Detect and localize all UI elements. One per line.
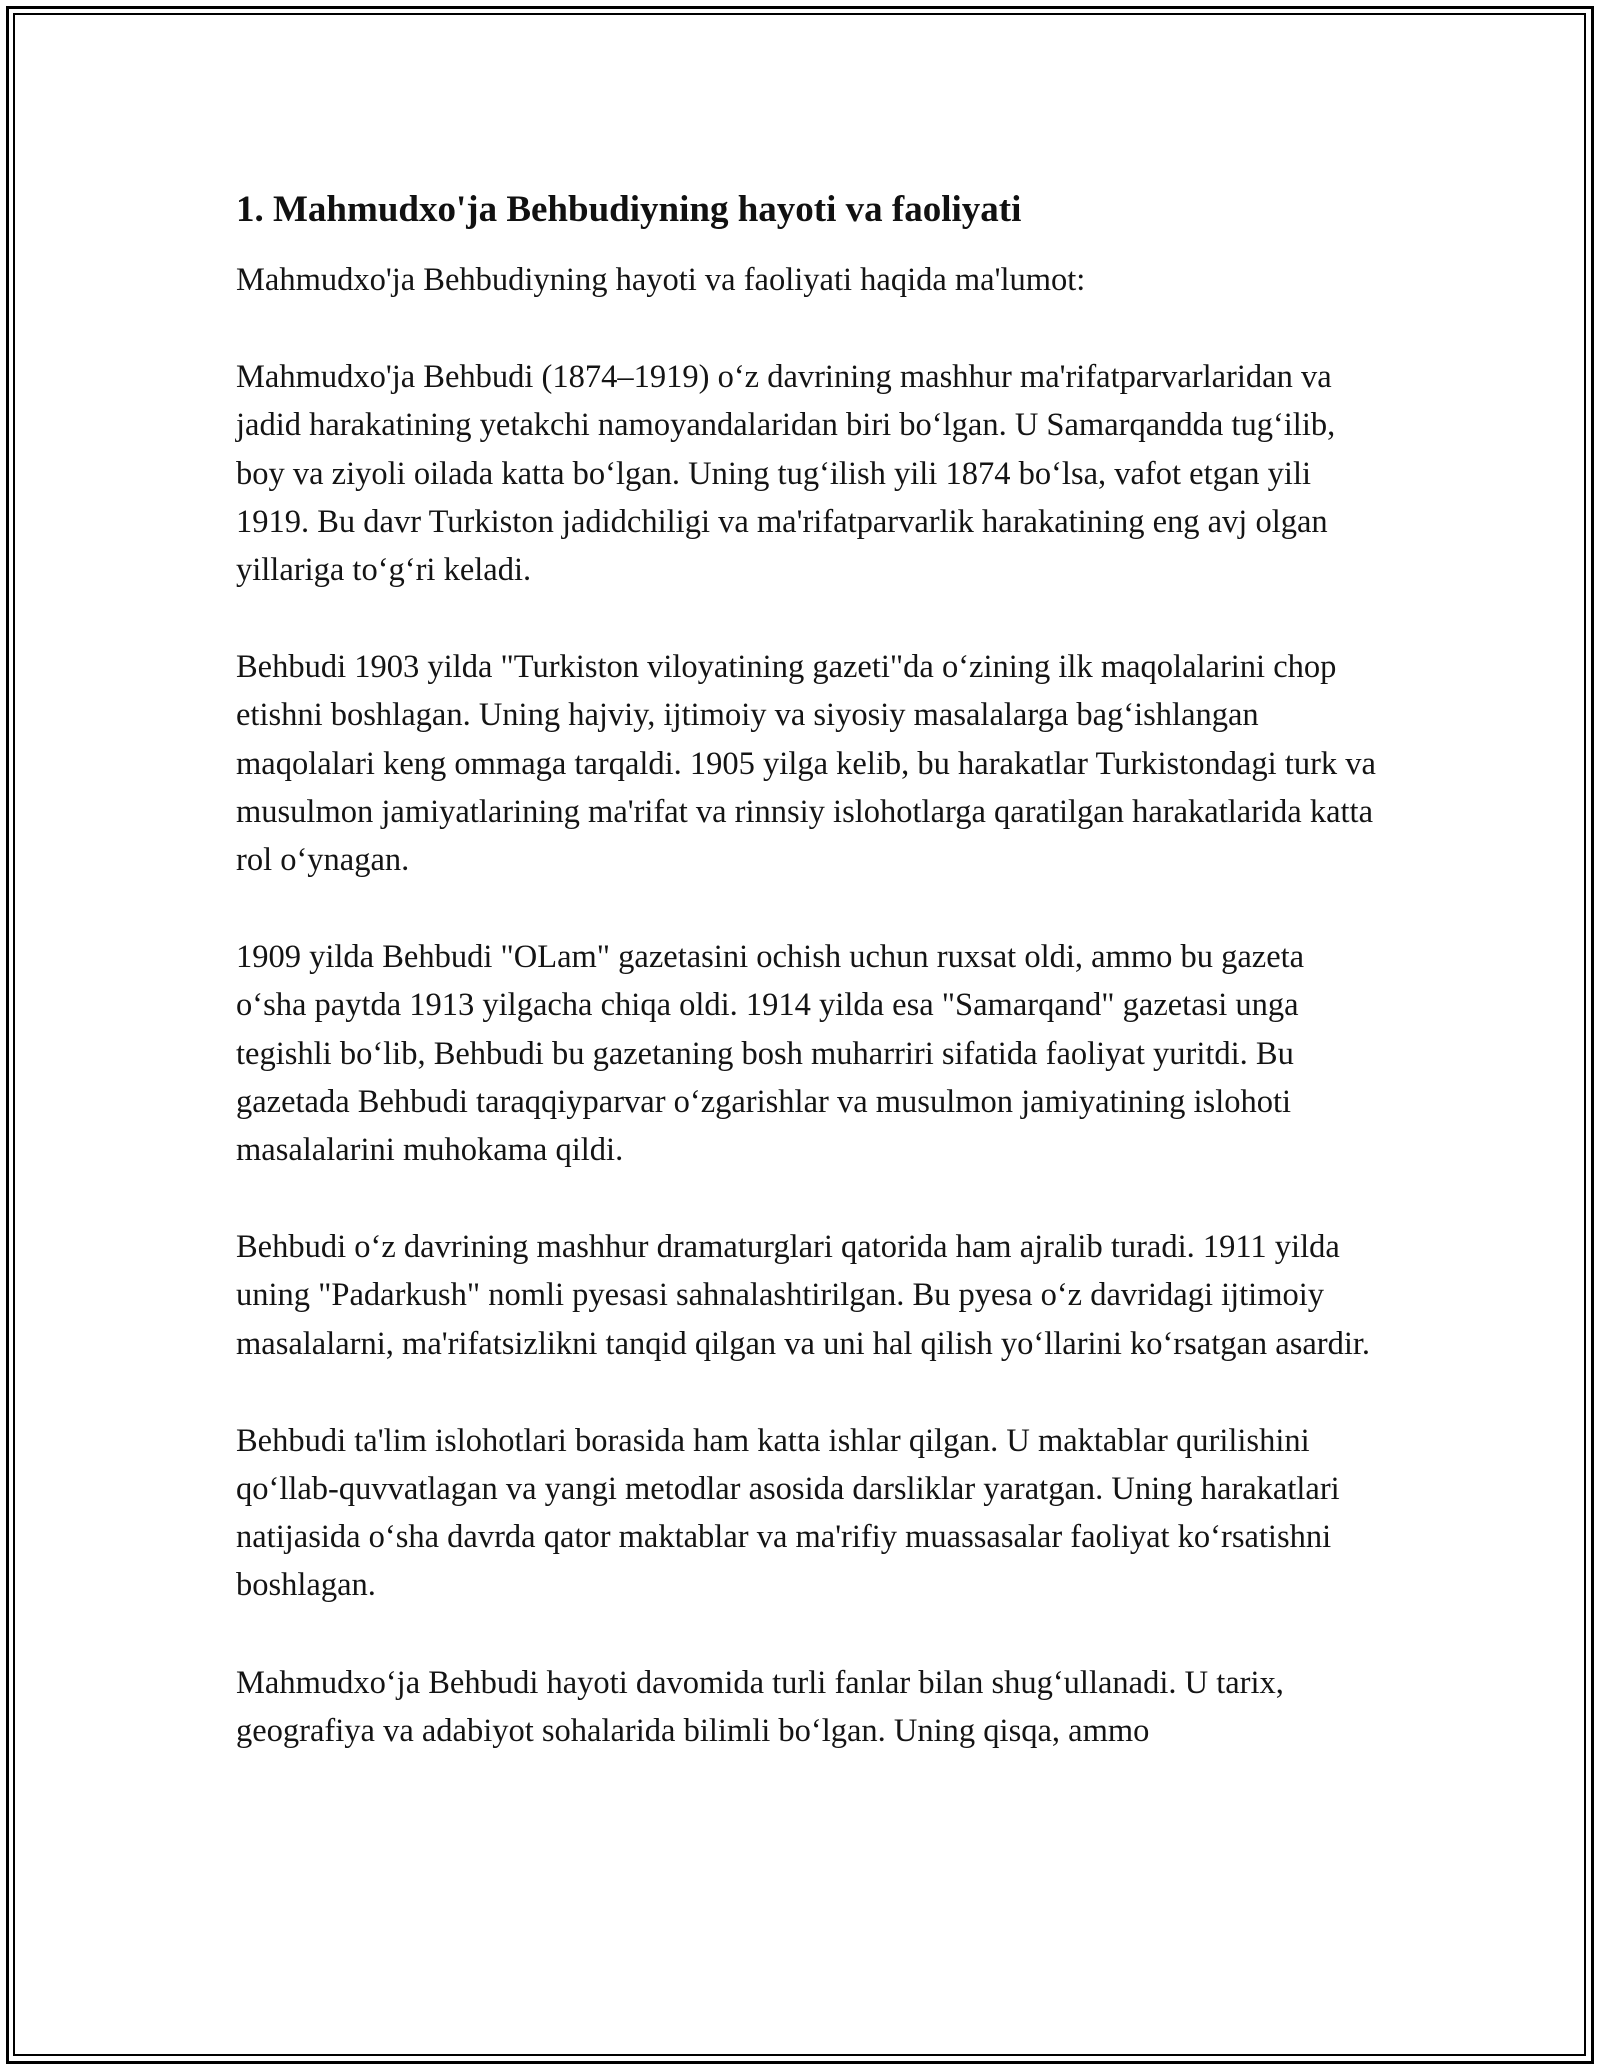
paragraph-intro: Mahmudxo'ja Behbudiyning hayoti va faoliyati haqida ma'lumot:	[236, 262, 1086, 298]
section-heading: 1. Mahmudxo'ja Behbudiyning hayoti va faoliyati	[236, 189, 1022, 230]
paragraph-sciences: Mahmudxo‘ja Behbudi hayoti davomida turli fanlar bilan shug‘ullanadi. U tarix, geografiya va adabiyot sohalarida bilimli bo‘lgan. Uning qisqa, ammo	[236, 1664, 1284, 1749]
paragraph-education: Behbudi ta'lim islohotlari borasida ham katta ishlar qilgan. U maktablar qurilishini qo‘llab-quvvatlagan va yangi metodlar asosida darsliklar yaratgan. Uning harakatlari natijasida o‘sha davrda qator maktablar va ma'rifiy muassasalar faoliyat ko‘rsatishni boshlagan.	[236, 1422, 1340, 1604]
paragraph-drama: Behbudi o‘z davrining mashhur dramaturglari qatorida ham ajralib turadi. 1911 yilda uning "Padarkush" nomli pyesasi sahnalashtirilgan. Bu pyesa o‘z davridagi ijtimoiy masalalarni, ma'rifatsizlikni tanqid qilgan va uni hal qilish yo‘llarini ko‘rsatgan asardir.	[236, 1229, 1371, 1362]
paragraph-biography: Mahmudxo'ja Behbudi (1874–1919) o‘z davrining mashhur ma'rifatparvarlaridan va jadid harakatining yetakchi namoyandalaridan biri bo‘lgan. U Samarqandda tug‘ilib, boy va ziyoli oilada katta bo‘lgan. Uning tug‘ilish yili 1874 bo‘lsa, vafot etgan yili 1919. Bu davr Turkiston jadidchiligi va ma'rifatparvarlik harakatining eng avj olgan yillariga to‘g‘ri keladi.	[236, 359, 1336, 589]
document-body	[236, 186, 1376, 1755]
paragraph-early-articles: Behbudi 1903 yilda "Turkiston viloyatining gazeti"da o‘zining ilk maqolalarini chop etishni boshlagan. Uning hajviy, ijtimoiy va siyosiy masalalarga bag‘ishlangan maqolalari keng ommaga tarqaldi. 1905 yilga kelib, bu harakatlar Turkistondagi turk va musulmon jamiyatlarining ma'rifat va rinnsiy islohotlarga qaratilgan harakatlarida katta rol o‘ynagan.	[236, 649, 1376, 879]
paragraph-newspapers: 1909 yilda Behbudi "OLam" gazetasini ochish uchun ruxsat oldi, ammo bu gazeta o‘sha paytda 1913 yilgacha chiqa oldi. 1914 yilda esa "Samarqand" gazetasi unga tegishli bo‘lib, Behbudi bu gazetaning bosh muharriri sifatida faoliyat yuritdi. Bu gazetada Behbudi taraqqiyparvar o‘zgarishlar va musulmon jamiyatining islohoti masalalarini muhokama qildi.	[236, 939, 1305, 1169]
